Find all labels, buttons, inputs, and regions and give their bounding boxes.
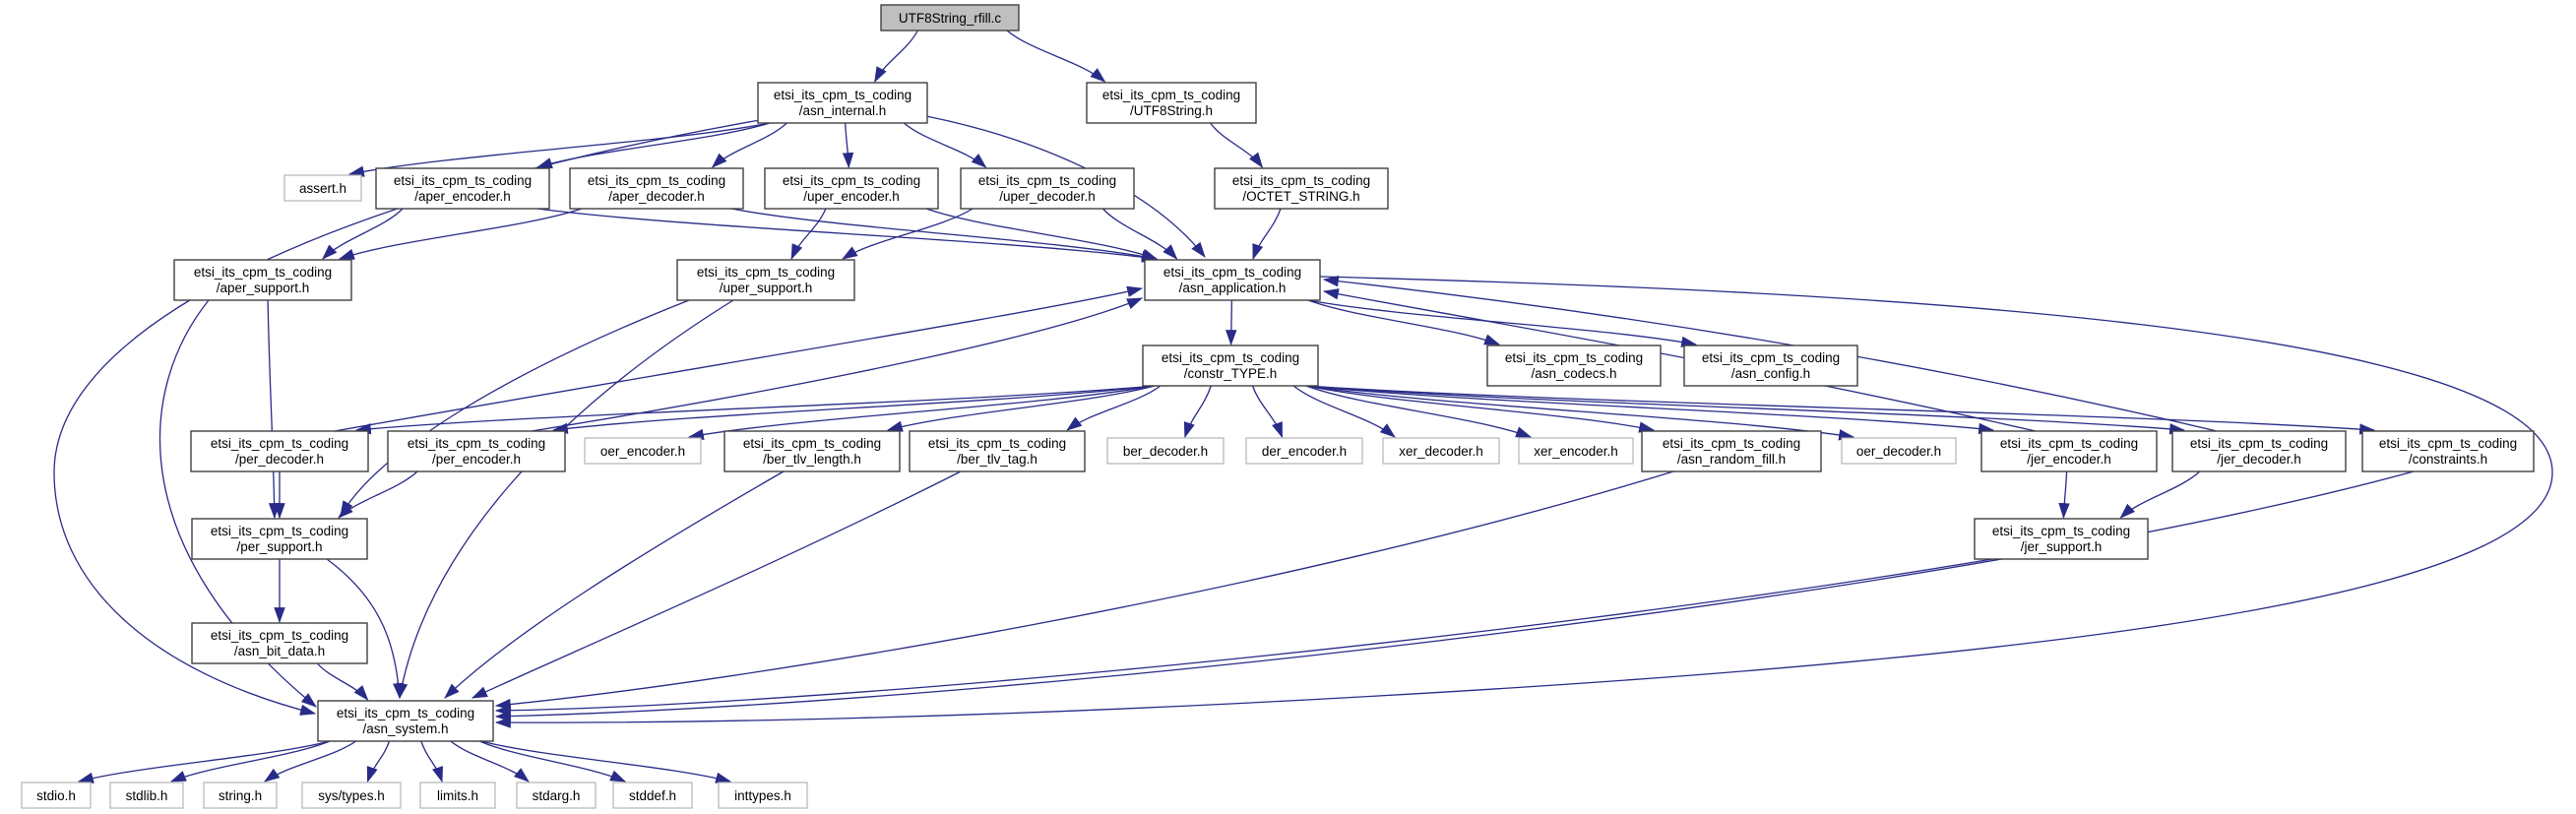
node-string_h (204, 783, 277, 808)
node-label: etsi_its_cpm_ts_coding (1701, 350, 1841, 365)
node-label: limits.h (436, 788, 479, 803)
include-edge-asn_system_h-to-stdio_h (79, 741, 330, 782)
node-label: etsi_its_cpm_ts_coding (773, 88, 912, 102)
include-edge-asn_system_h-to-stdarg_h (451, 741, 529, 782)
node-label: /OCTET_STRING.h (1242, 189, 1360, 204)
node-label: /aper_decoder.h (608, 189, 705, 204)
node-label: /jer_decoder.h (2217, 452, 2301, 467)
node-stdio_h (22, 783, 91, 808)
node-per_support_h[interactable] (192, 519, 367, 559)
node-asn_random_fill_h[interactable] (1642, 431, 1821, 471)
node-utf8string_rfill_c (881, 5, 1019, 31)
node-label: /jer_support.h (2020, 539, 2103, 554)
node-asn_system_h[interactable] (318, 701, 493, 741)
node-constr_type_h[interactable] (1143, 345, 1318, 386)
node-label: inttypes.h (734, 788, 791, 803)
node-label: etsi_its_cpm_ts_coding (1101, 88, 1241, 102)
node-label: /asn_system.h (362, 721, 449, 736)
node-label: /per_support.h (236, 539, 323, 554)
node-label: etsi_its_cpm_ts_coding (927, 436, 1067, 451)
node-xer_encoder_h (1519, 438, 1633, 464)
node-label: etsi_its_cpm_ts_coding (407, 436, 546, 451)
node-label: sys/types.h (318, 788, 385, 803)
include-edge-utf8string_rfill_c-to-utf8string_h (1007, 31, 1105, 82)
node-xer_decoder_h (1383, 438, 1499, 464)
include-edge-octet_string_h-to-asn_application_h (1253, 209, 1281, 259)
node-asn_codecs_h[interactable] (1487, 345, 1661, 386)
node-label: string.h (218, 788, 263, 803)
include-edge-uper_encoder_h-to-asn_application_h (926, 209, 1157, 259)
node-stddef_h (613, 783, 692, 808)
node-label: etsi_its_cpm_ts_coding (977, 173, 1117, 188)
include-edge-per_encoder_h-to-asn_application_h (532, 298, 1142, 431)
node-label: stdarg.h (532, 788, 581, 803)
edges (54, 31, 2552, 782)
node-label: ber_decoder.h (1122, 444, 1209, 459)
node-stdarg_h (517, 783, 596, 808)
include-edge-constr_type_h-to-constraints_h (1306, 386, 2374, 430)
include-edge-asn_system_h-to-limits_h (421, 741, 442, 782)
node-label: etsi_its_cpm_ts_coding (1161, 350, 1300, 365)
node-label: stdlib.h (125, 788, 168, 803)
node-label: xer_encoder.h (1534, 444, 1618, 459)
include-edge-asn_internal_h-to-uper_encoder_h (846, 123, 849, 167)
node-label: /per_decoder.h (234, 452, 325, 467)
node-label: der_encoder.h (1261, 444, 1348, 459)
node-jer_encoder_h[interactable] (1981, 431, 2157, 471)
node-label: etsi_its_cpm_ts_coding (336, 706, 475, 720)
node-label: /asn_config.h (1730, 366, 1811, 381)
node-label: /aper_encoder.h (414, 189, 511, 204)
node-assert_h (284, 175, 361, 201)
include-edge-jer_encoder_h-to-jer_support_h (2063, 471, 2066, 518)
node-per_encoder_h[interactable] (388, 431, 565, 471)
include-edge-asn_internal_h-to-uper_decoder_h (904, 123, 985, 167)
node-label: etsi_its_cpm_ts_coding (587, 173, 726, 188)
node-label: etsi_its_cpm_ts_coding (1231, 173, 1371, 188)
node-label: UTF8String_rfill.c (898, 11, 1002, 26)
node-label: /constraints.h (2408, 452, 2488, 467)
node-label: /ber_tlv_tag.h (957, 452, 1037, 467)
node-asn_bit_data_h[interactable] (192, 623, 367, 663)
node-label: /asn_bit_data.h (233, 644, 326, 658)
node-uper_decoder_h[interactable] (961, 168, 1134, 209)
node-label: etsi_its_cpm_ts_coding (193, 265, 333, 280)
node-oer_decoder_h (1842, 438, 1956, 464)
include-edge-utf8string_h-to-octet_string_h (1211, 123, 1263, 167)
node-der_encoder_h (1246, 438, 1362, 464)
node-label: etsi_its_cpm_ts_coding (1662, 436, 1801, 451)
node-jer_decoder_h[interactable] (2172, 431, 2346, 471)
node-label: etsi_its_cpm_ts_coding (696, 265, 836, 280)
node-label: /uper_support.h (719, 281, 813, 295)
node-limits_h (420, 783, 495, 808)
node-label: /asn_internal.h (798, 103, 887, 118)
include-edge-constraints_h-to-asn_system_h (496, 471, 2414, 717)
node-label: etsi_its_cpm_ts_coding (782, 173, 921, 188)
node-label: etsi_its_cpm_ts_coding (1991, 524, 2131, 538)
include-edge-asn_application_h-to-asn_codecs_h (1308, 300, 1499, 344)
include-edge-constr_type_h-to-ber_decoder_h (1185, 386, 1211, 437)
include-edge-aper_encoder_h-to-asn_application_h (537, 209, 1157, 259)
node-ber_decoder_h (1107, 438, 1224, 464)
include-edge-constr_type_h-to-oer_encoder_h (689, 386, 1155, 437)
node-label: stddef.h (628, 788, 677, 803)
node-label: /uper_decoder.h (999, 189, 1096, 204)
node-label: xer_decoder.h (1399, 444, 1483, 459)
node-utf8string_h[interactable] (1087, 83, 1256, 123)
node-asn_application_h[interactable] (1145, 260, 1320, 300)
node-inttypes_h (719, 783, 807, 808)
include-edge-uper_encoder_h-to-uper_support_h (791, 209, 826, 259)
node-label: /asn_random_fill.h (1676, 452, 1787, 467)
include-edge-constr_type_h-to-xer_decoder_h (1293, 386, 1395, 437)
include-edge-asn_bit_data_h-to-asn_system_h (317, 663, 367, 700)
node-label: etsi_its_cpm_ts_coding (210, 524, 349, 538)
node-label: assert.h (298, 181, 347, 196)
node-uper_encoder_h[interactable] (765, 168, 938, 209)
node-jer_support_h[interactable] (1975, 519, 2148, 559)
include-edge-aper_encoder_h-to-aper_support_h (323, 209, 403, 259)
node-label: /jer_encoder.h (2027, 452, 2111, 467)
node-sys_types_h (302, 783, 401, 808)
include-edge-uper_support_h-to-asn_system_h (400, 300, 733, 698)
node-constraints_h[interactable] (2362, 431, 2534, 471)
include-edge-ber_tlv_tag_h-to-asn_system_h (472, 471, 961, 698)
node-label: /ber_tlv_length.h (763, 452, 861, 467)
node-octet_string_h[interactable] (1215, 168, 1388, 209)
include-edge-utf8string_rfill_c-to-asn_internal_h (875, 31, 918, 82)
node-label: /UTF8String.h (1129, 103, 1214, 118)
node-oer_encoder_h (585, 438, 701, 464)
node-label: etsi_its_cpm_ts_coding (742, 436, 882, 451)
node-label: etsi_its_cpm_ts_coding (1162, 265, 1302, 280)
node-stdlib_h (110, 783, 183, 808)
node-label: oer_encoder.h (599, 444, 686, 459)
node-label: /per_encoder.h (431, 452, 522, 467)
include-edge-asn_system_h-to-stdlib_h (171, 741, 330, 782)
node-label: etsi_its_cpm_ts_coding (2378, 436, 2518, 451)
node-ber_tlv_tag_h[interactable] (910, 431, 1085, 471)
node-label: /aper_support.h (216, 281, 310, 295)
node-asn_internal_h[interactable] (758, 83, 927, 123)
include-edge-per_decoder_h-to-asn_application_h (335, 288, 1142, 431)
include-edge-asn_application_h-to-asn_config_h (1308, 300, 1696, 344)
node-label: etsi_its_cpm_ts_coding (1504, 350, 1644, 365)
include-edge-constr_type_h-to-der_encoder_h (1253, 386, 1283, 437)
node-label: oer_decoder.h (1855, 444, 1942, 459)
node-label: /constr_TYPE.h (1183, 366, 1278, 381)
node-label: /uper_encoder.h (803, 189, 900, 204)
node-label: etsi_its_cpm_ts_coding (210, 628, 349, 643)
node-label: etsi_its_cpm_ts_coding (1999, 436, 2139, 451)
node-label: etsi_its_cpm_ts_coding (393, 173, 533, 188)
include-edge-asn_internal_h-to-aper_encoder_h (537, 123, 770, 167)
include-edge-asn_application_h-to-asn_system_h (496, 277, 2552, 722)
include-edge-asn_application_h-to-constr_type_h (1231, 300, 1232, 344)
include-edge-jer_decoder_h-to-jer_support_h (2120, 471, 2199, 518)
include-edge-ber_tlv_length_h-to-asn_system_h (445, 471, 784, 698)
include-edge-per_encoder_h-to-per_support_h (339, 471, 417, 518)
node-label: stdio.h (36, 788, 76, 803)
node-aper_encoder_h[interactable] (376, 168, 549, 209)
include-edge-asn_system_h-to-sys_types_h (368, 741, 390, 782)
node-label: /asn_application.h (1178, 281, 1287, 295)
node-aper_support_h[interactable] (174, 260, 351, 300)
node-aper_decoder_h[interactable] (570, 168, 743, 209)
include-edge-aper_support_h-to-per_support_h (268, 300, 275, 518)
node-label: etsi_its_cpm_ts_coding (2189, 436, 2329, 451)
node-ber_tlv_length_h[interactable] (724, 431, 900, 471)
include-edge-asn_internal_h-to-assert_h (349, 123, 770, 174)
include-edge-constr_type_h-to-oer_decoder_h (1306, 386, 1853, 437)
node-uper_support_h[interactable] (677, 260, 854, 300)
include-edge-uper_decoder_h-to-asn_application_h (1102, 209, 1176, 259)
include-edge-uper_support_h-to-per_support_h (341, 300, 689, 516)
include-edge-asn_random_fill_h-to-asn_system_h (496, 471, 1673, 706)
node-label: /asn_codecs.h (1531, 366, 1617, 381)
include-edge-asn_internal_h-to-aper_decoder_h (713, 123, 787, 167)
node-label: etsi_its_cpm_ts_coding (210, 436, 349, 451)
node-asn_config_h[interactable] (1684, 345, 1857, 386)
node-per_decoder_h[interactable] (191, 431, 368, 471)
